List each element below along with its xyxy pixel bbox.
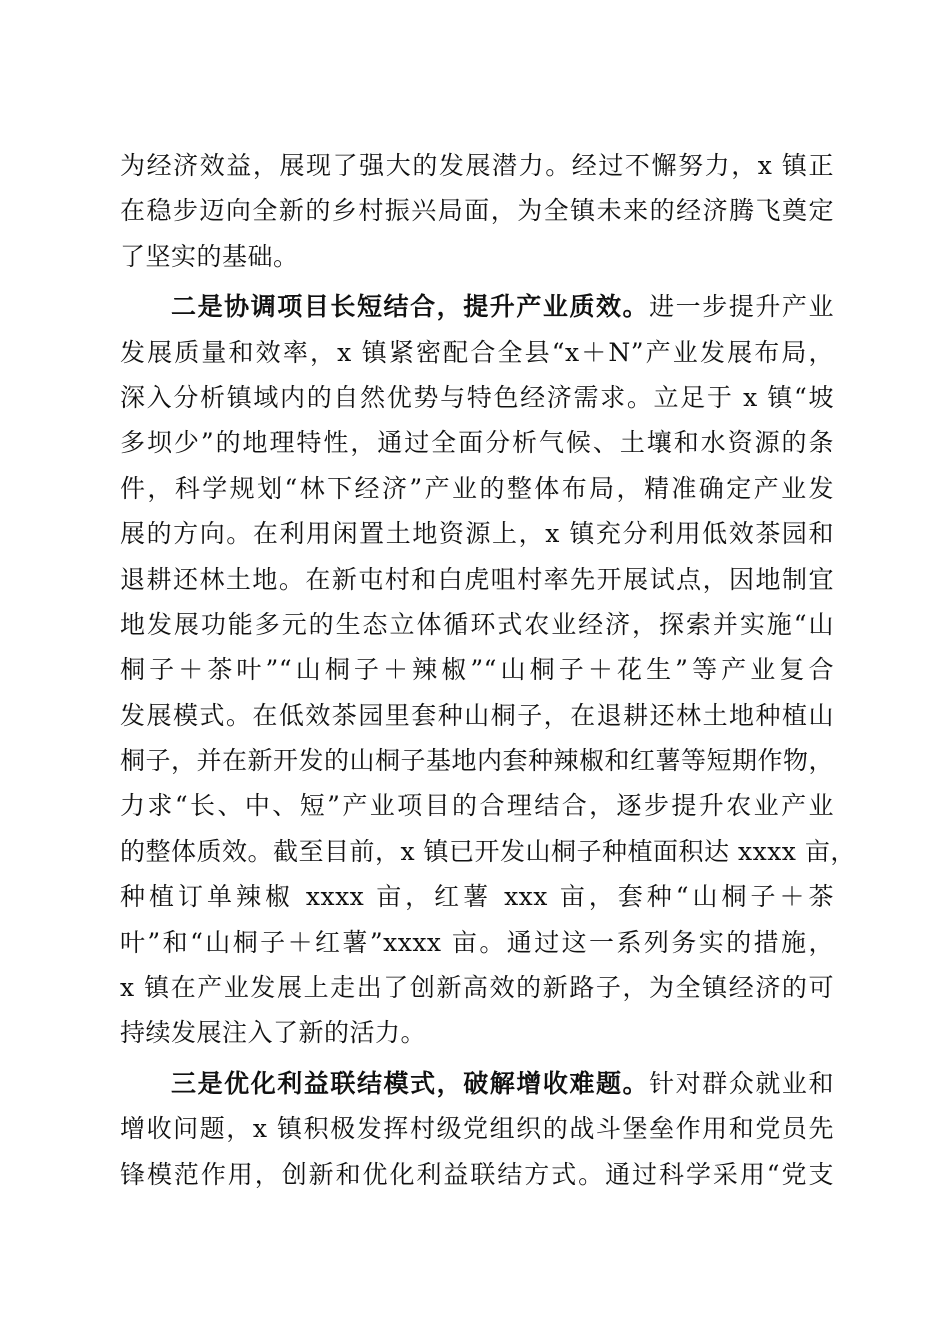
text-line: 桐子，并在新开发的山桐子基地内套种辣椒和红薯等短期作物，	[120, 746, 835, 776]
text-line: 深入分析镇域内的自然优势与特色经济需求。立足于 x 镇“坡	[120, 382, 834, 412]
text-line: 在稳步迈向全新的乡村振兴局面，为全镇未来的经济腾飞奠定	[120, 196, 834, 226]
text-line: 锋模范作用，创新和优化利益联结方式。通过科学采用“党支	[120, 1159, 834, 1189]
paragraph-continuation	[120, 143, 834, 279]
text-run: 针对群众就业和	[649, 1068, 834, 1098]
text-line: 力求“长、中、短”产业项目的合理结合，逐步提升农业产业	[120, 791, 834, 821]
text-line: 持续发展注入了新的活力。	[120, 1018, 427, 1048]
text-line: 地发展功能多元的生态立体循环式农业经济，探索并实施“山	[120, 609, 834, 639]
text-line: 发展质量和效率，x 镇紧密配合全县“x＋N”产业发展布局，	[120, 337, 834, 367]
text-line: 桐子＋茶叶”“山桐子＋辣椒”“山桐子＋花生”等产业复合	[120, 655, 834, 685]
text-line-first	[120, 284, 834, 329]
text-line: 的整体质效。截至目前，x 镇已开发山桐子种植面积达 xxxx 亩，	[120, 836, 856, 866]
text-run: 进一步提升产业	[649, 292, 834, 322]
text-line: 展的方向。在利用闲置土地资源上，x 镇充分利用低效茶园和	[120, 519, 834, 549]
document-body	[120, 143, 856, 1197]
text-line: 件，科学规划“林下经济”产业的整体布局，精准确定产业发	[120, 473, 834, 503]
paragraph-lead-heading: 二是协调项目长短结合，提升产业质效。	[170, 292, 650, 322]
text-line: x 镇在产业发展上走出了创新高效的新路子，为全镇经济的可	[120, 973, 834, 1003]
text-line: 增收问题，x 镇积极发挥村级党组织的战斗堡垒作用和党员先	[120, 1114, 834, 1144]
text-line: 退耕还林土地。在新屯村和白虎咀村率先开展试点，因地制宜	[120, 564, 834, 594]
text-line: 了坚实的基础。	[120, 241, 299, 271]
paragraph-lead-heading: 三是优化利益联结模式，破解增收难题。	[170, 1068, 650, 1098]
text-line-first	[120, 1061, 834, 1106]
paragraph-project-coordination	[120, 284, 856, 1056]
text-line: 发展模式。在低效茶园里套种山桐子，在退耕还林土地种植山	[120, 700, 834, 730]
text-line: 叶”和“山桐子＋红薯”xxxx 亩。通过这一系列务实的措施，	[120, 927, 834, 957]
paragraph-benefit-linkage	[120, 1061, 834, 1197]
text-line: 种植订单辣椒 xxxx 亩，红薯 xxx 亩，套种“山桐子＋茶	[120, 882, 834, 912]
text-line: 多坝少”的地理特性，通过全面分析气候、土壤和水资源的条	[120, 428, 834, 458]
text-line: 为经济效益，展现了强大的发展潜力。经过不懈努力，x 镇正	[120, 151, 834, 180]
